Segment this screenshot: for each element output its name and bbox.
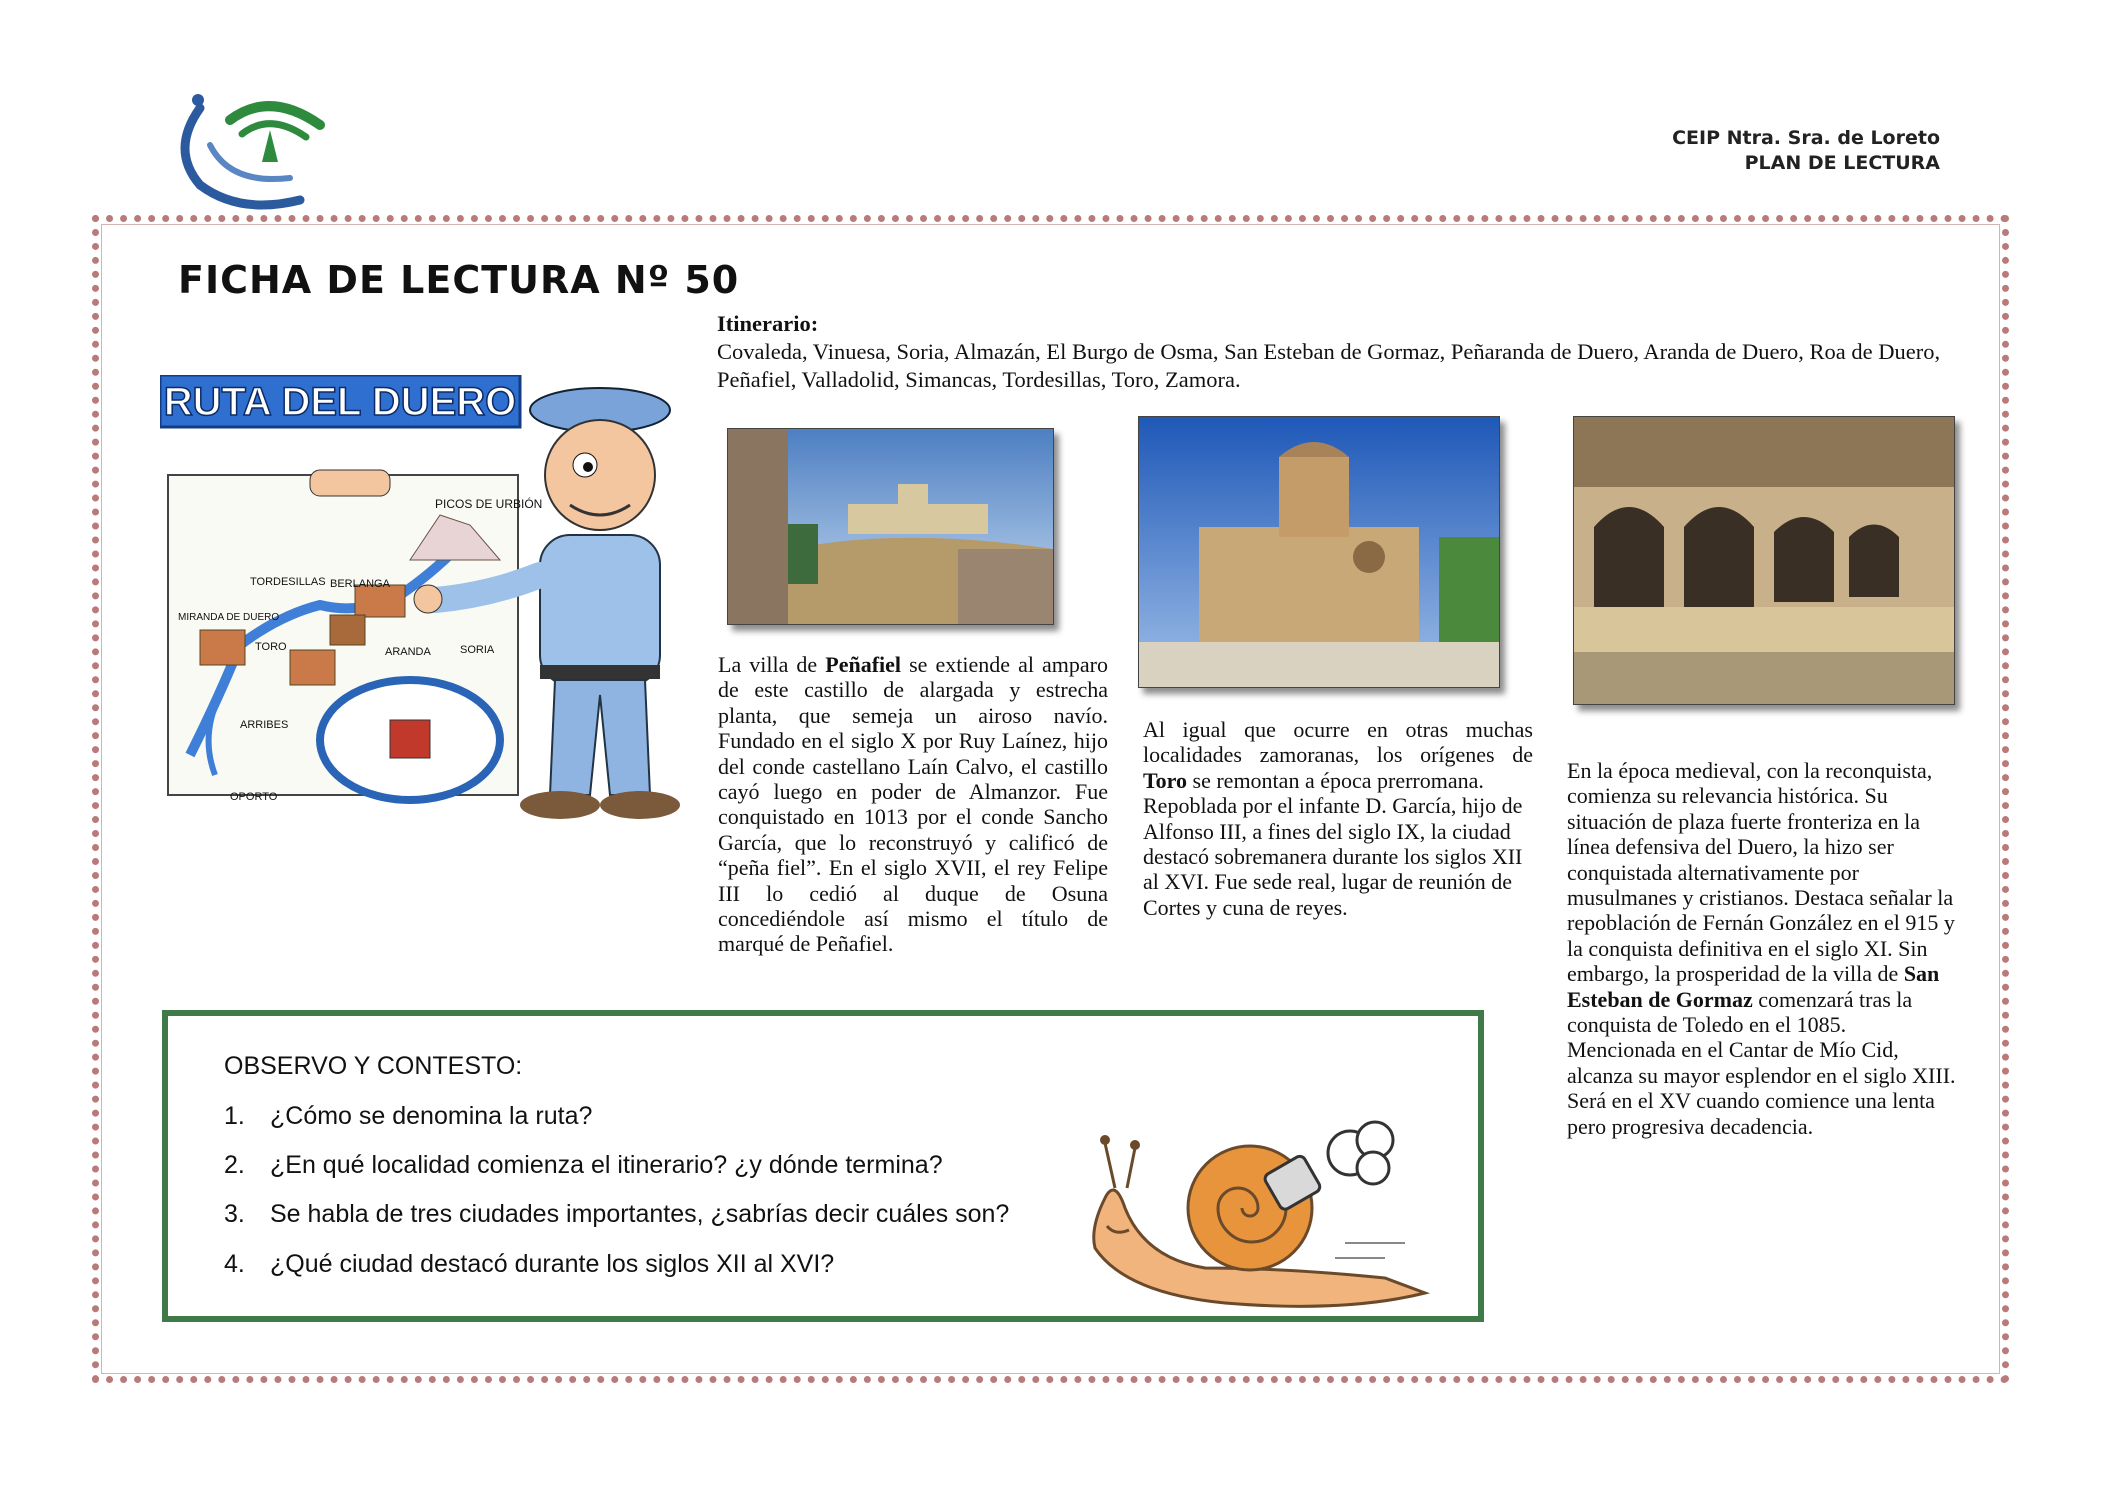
- svg-text:TORDESILLAS: TORDESILLAS: [250, 576, 326, 588]
- school-header: [1672, 126, 1940, 176]
- place-penafiel: Peñafiel: [825, 652, 902, 677]
- text-penafiel: La villa de Peñafiel se extiende al amparo de este castillo de alargada y estrecha planta, que semeja un airoso navío. Fundado en el siglo X por Ruy Laínez, hijo del conde castellano Laín Calvo, el castillo cayó luego en poder de Almanzor. Fue conquistado en 1013 por el conde Sancho García, que lo reconstruyó y calificó de “peña fiel”. En el siglo XVII, el rey Felipe III lo cedió al duque de Osuna concediéndole así mismo el título de marqué de Peñafiel.: [718, 652, 1108, 957]
- place-san-esteban: San Esteban de Gormaz: [1567, 961, 1940, 1012]
- school-name: CEIP Ntra. Sra. de Loreto: [1672, 127, 1940, 149]
- route-illustration: [160, 375, 705, 835]
- text-san-esteban: En la época medieval, con la reconquista, comienza su relevancia histórica. Su situación de plaza fuerte fronteriza en la línea defensiva del Duero, la hizo ser conquistada alternativamente por musulmanes y cristianos. Destaca señalar la repoblación de Fernán González en el 915 y la conquista definitiva en el siglo XI. Sin embargo, la prosperidad de la villa de San Esteban de Gormaz comenzará tras la conquista de Toledo en el 1085. Mencionada en el Cantar de Mío Cid, alcanza su mayor esplendor en el siglo XIII. Será en el XV cuando comience una lenta pero progresiva decadencia.: [1567, 758, 1956, 1139]
- svg-text:PICOS DE URBIÓN: PICOS DE URBIÓN: [435, 497, 543, 511]
- itinerary-text: Covaleda, Vinuesa, Soria, Almazán, El Burgo de Osma, San Esteban de Gormaz, Peñaranda de Duero, Aranda de Duero, Roa de Duero, Peñafiel, Valladolid, Simancas, Tordesillas, Toro, Zamora.: [717, 339, 1941, 392]
- seal-shield: [390, 720, 430, 758]
- svg-text:SORIA: SORIA: [460, 644, 495, 656]
- banner-text: RUTA DEL DUERO: [163, 380, 517, 424]
- questions-heading: OBSERVO Y CONTESTO:: [224, 1052, 523, 1080]
- question-2: 2. ¿En qué localidad comienza el itinerario? ¿y dónde termina?: [224, 1151, 943, 1179]
- itinerary-label: Itinerario:: [717, 311, 819, 336]
- photo-san-esteban-arcade: [1573, 416, 1955, 705]
- photo-toro-church: [1138, 416, 1500, 688]
- itinerary: [717, 310, 1957, 394]
- svg-text:ARRIBES: ARRIBES: [240, 719, 289, 731]
- text-toro: Al igual que ocurre en otras muchas localidades zamoranas, los orígenes de Toro se remontan a época prerromana. Repoblada por el infante D. García, hijo de Alfonso III, a fines del siglo IX, la ciudad destacó sobremanera durante los siglos XII al XVI. Fue sede real, lugar de reunión de Cortes y cuna de reyes.: [1143, 717, 1533, 920]
- svg-text:BERLANGA: BERLANGA: [330, 578, 390, 590]
- question-3: 3. Se habla de tres ciudades importantes, ¿sabrías decir cuáles son?: [224, 1200, 1010, 1228]
- place-toro: Toro: [1143, 767, 1188, 793]
- svg-text:MIRANDA DE DUERO: MIRANDA DE DUERO: [178, 612, 280, 623]
- photo-penafiel-castle: [727, 428, 1054, 625]
- plan-name: PLAN DE LECTURA: [1744, 152, 1940, 174]
- page-title: FICHA DE LECTURA Nº 50: [178, 258, 740, 302]
- svg-text:OPORTO: OPORTO: [230, 791, 278, 803]
- snail-illustration: [1085, 1118, 1460, 1328]
- svg-text:ARANDA: ARANDA: [385, 646, 431, 658]
- junta-logo: [170, 90, 345, 220]
- question-1: 1. ¿Cómo se denomina la ruta?: [224, 1102, 593, 1130]
- question-4: 4. ¿Qué ciudad destacó durante los siglos XII al XVI?: [224, 1250, 835, 1278]
- svg-text:TORO: TORO: [255, 641, 287, 653]
